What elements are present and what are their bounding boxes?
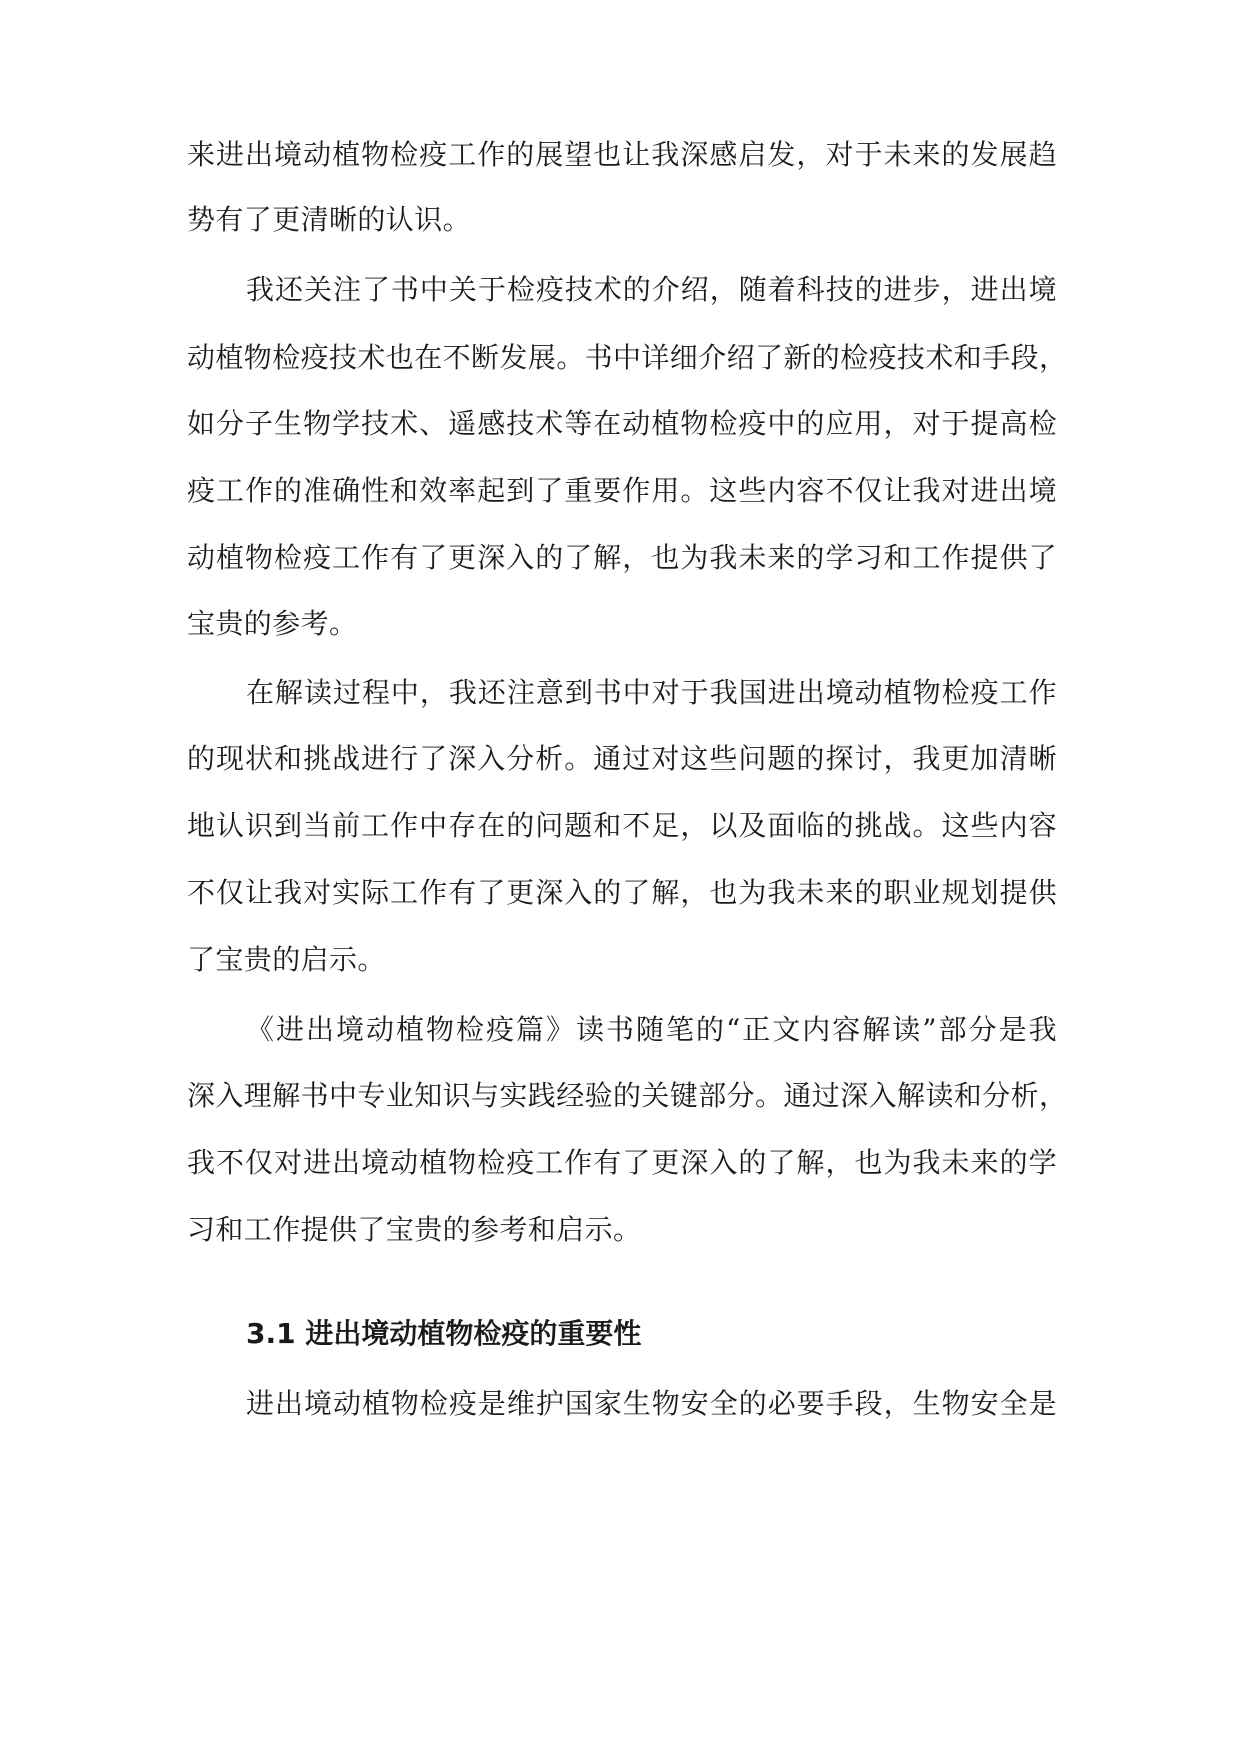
paragraph-2-line-2: 动植物检疫技术也在不断发展。书中详细介绍了新的检疫技术和手段， [187, 341, 1068, 374]
paragraph-4-line-4: 习和工作提供了宝贵的参考和启示。 [187, 1213, 642, 1246]
paragraph-3-line-5: 了宝贵的启示。 [187, 943, 386, 976]
paragraph-2-line-3: 如分子生物学技术、遥感技术等在动植物检疫中的应用，对于提高检 [187, 407, 1057, 440]
paragraph-4-line-2: 深入理解书中专业知识与实践经验的关键部分。通过深入解读和分析， [187, 1079, 1068, 1112]
paragraph-5-line-1: 进出境动植物检疫是维护国家生物安全的必要手段，生物安全是 [246, 1387, 1057, 1420]
paragraph-4-line-3: 我不仅对进出境动植物检疫工作有了更深入的了解，也为我未来的学 [187, 1146, 1057, 1179]
paragraph-3-line-1: 在解读过程中，我还注意到书中对于我国进出境动植物检疫工作 [246, 676, 1057, 709]
paragraph-3-line-2: 的现状和挑战进行了深入分析。通过对这些问题的探讨，我更加清晰 [187, 742, 1057, 775]
paragraph-1-line-2: 势有了更清晰的认识。 [187, 203, 472, 236]
section-heading: 3.1 进出境动植物检疫的重要性 [246, 1317, 642, 1350]
paragraph-3-line-4: 不仅让我对实际工作有了更深入的了解，也为我未来的职业规划提供 [187, 876, 1057, 909]
paragraph-1-line-1: 来进出境动植物检疫工作的展望也让我深感启发，对于未来的发展趋 [187, 138, 1057, 171]
paragraph-2-line-4: 疫工作的准确性和效率起到了重要作用。这些内容不仅让我对进出境 [187, 474, 1057, 507]
paragraph-2-line-6: 宝贵的参考。 [187, 607, 358, 640]
paragraph-2-line-5: 动植物检疫工作有了更深入的了解，也为我未来的学习和工作提供了 [187, 541, 1057, 574]
paragraph-2-line-1: 我还关注了书中关于检疫技术的介绍，随着科技的进步，进出境 [246, 273, 1057, 306]
paragraph-3-line-3: 地认识到当前工作中存在的问题和不足，以及面临的挑战。这些内容 [187, 809, 1057, 842]
paragraph-4-line-1: 《进出境动植物检疫篇》读书随笔的“正文内容解读”部分是我 [246, 1013, 1057, 1046]
